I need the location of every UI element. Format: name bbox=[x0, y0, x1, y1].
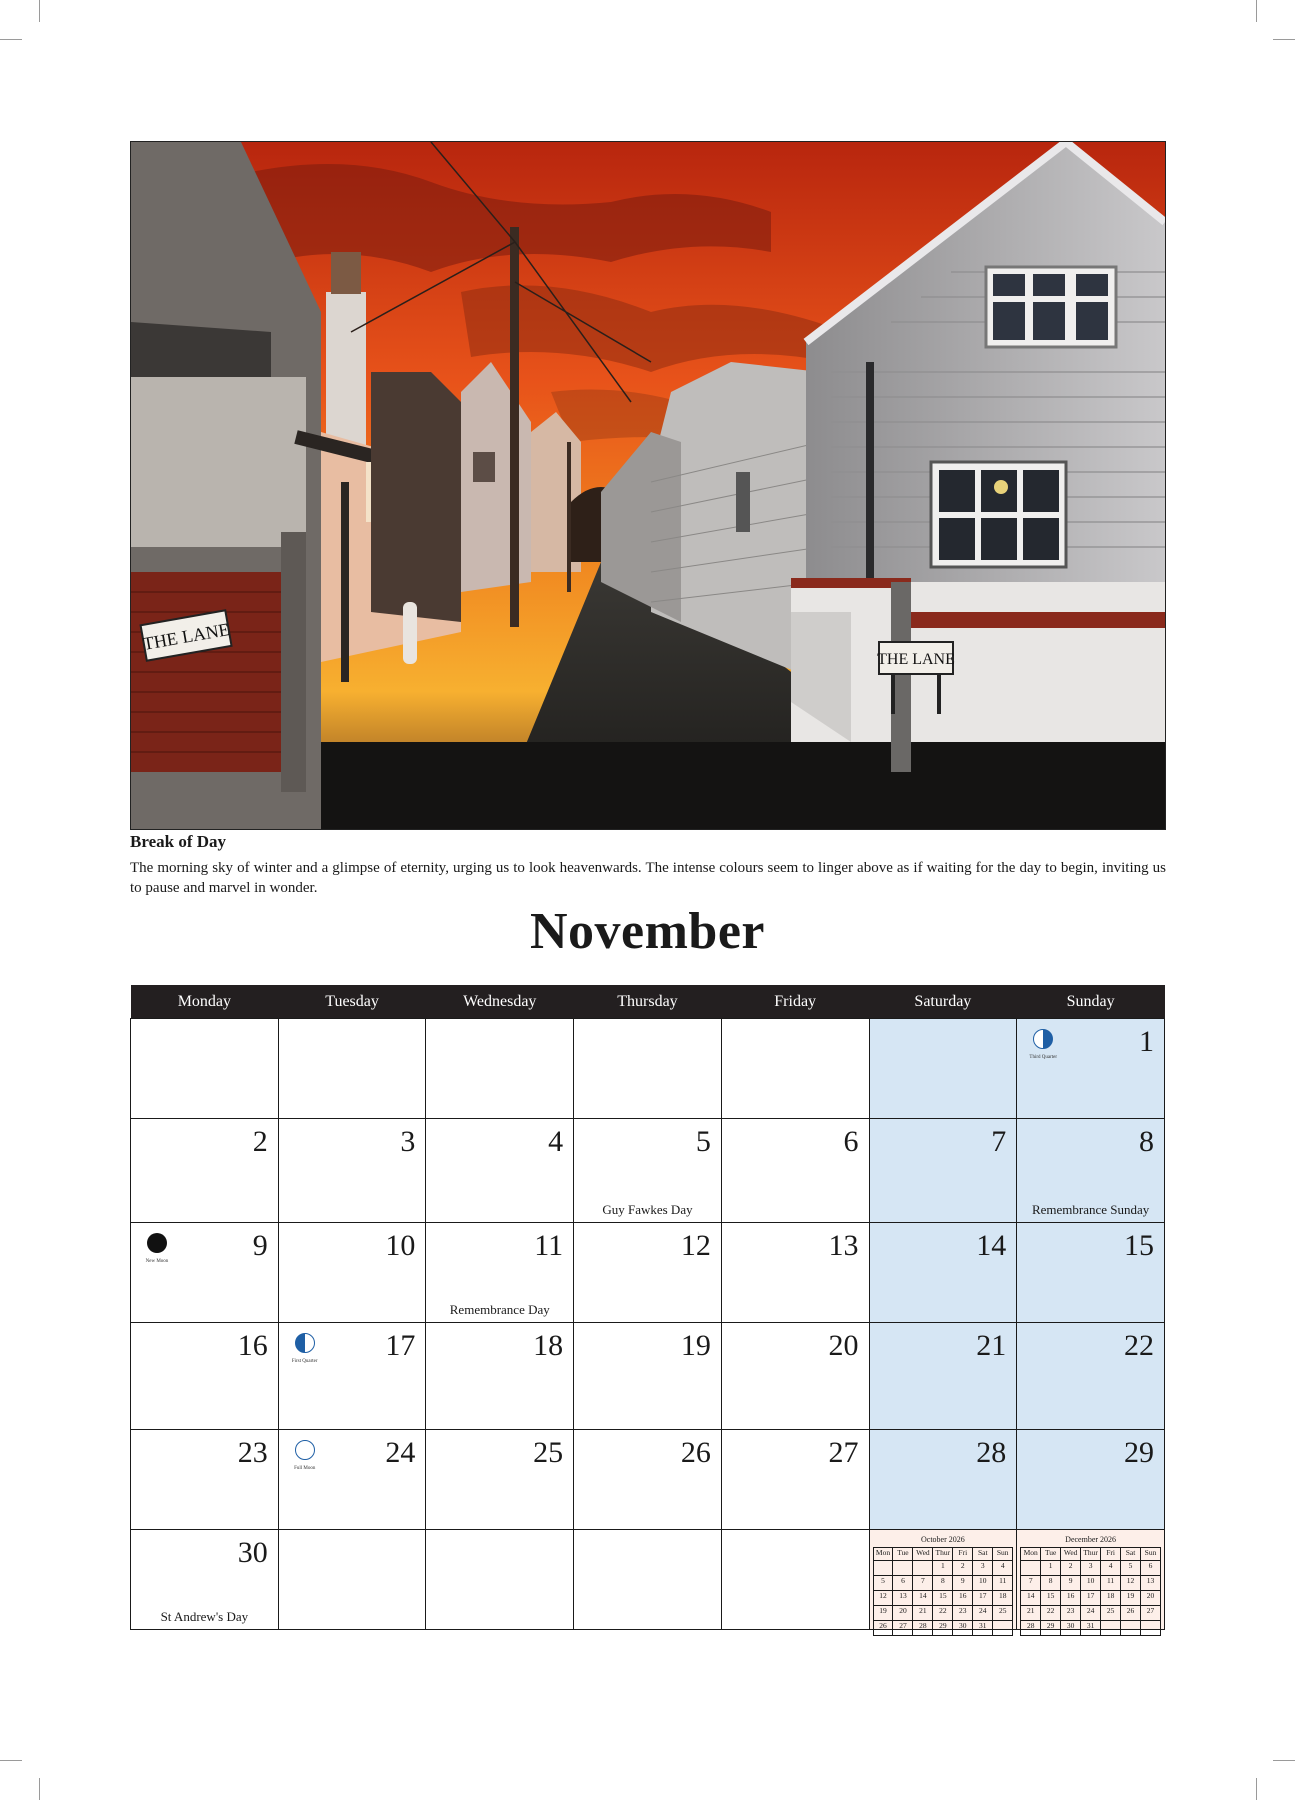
mini-date: 29 bbox=[1041, 1621, 1061, 1636]
day-cell[interactable] bbox=[278, 1430, 426, 1530]
day-number: 9 bbox=[252, 1229, 268, 1262]
weekday-header: Tuesday bbox=[278, 985, 426, 1019]
mini-date: 25 bbox=[1101, 1606, 1121, 1621]
mini-date: 29 bbox=[933, 1621, 953, 1636]
mini-date: 24 bbox=[973, 1606, 993, 1621]
new-moon-icon bbox=[147, 1233, 167, 1253]
mini-date: 9 bbox=[953, 1576, 973, 1591]
mini-date: 3 bbox=[1081, 1561, 1101, 1576]
mini-date: 28 bbox=[913, 1621, 933, 1636]
day-cell[interactable] bbox=[131, 1323, 279, 1430]
moon-phase bbox=[140, 1233, 174, 1264]
mini-date: 6 bbox=[893, 1576, 913, 1591]
day-number: 29 bbox=[1124, 1436, 1154, 1469]
mini-date: 16 bbox=[953, 1591, 973, 1606]
day-number: 6 bbox=[843, 1125, 859, 1158]
mini-date: 1 bbox=[933, 1561, 953, 1576]
mini-date: 31 bbox=[1081, 1621, 1101, 1636]
mini-date: 11 bbox=[1101, 1576, 1121, 1591]
moon-phase-label: Third Quarter bbox=[1029, 1055, 1058, 1060]
day-cell[interactable] bbox=[1017, 1223, 1165, 1323]
mini-date: 5 bbox=[1121, 1561, 1141, 1576]
moon-phase bbox=[288, 1440, 322, 1471]
mini-weekday-header: Sat bbox=[973, 1548, 993, 1561]
holiday-label: Guy Fawkes Day bbox=[602, 1202, 693, 1217]
day-cell[interactable] bbox=[131, 1430, 279, 1530]
mini-date: 26 bbox=[873, 1621, 893, 1636]
day-cell[interactable] bbox=[869, 1223, 1017, 1323]
day-number: 7 bbox=[991, 1125, 1007, 1158]
mini-date: 7 bbox=[913, 1576, 933, 1591]
mini-date: 15 bbox=[1041, 1591, 1061, 1606]
mini-date: 17 bbox=[973, 1591, 993, 1606]
third-moon-icon bbox=[1033, 1029, 1053, 1049]
mini-date: 13 bbox=[893, 1591, 913, 1606]
mini-date: 7 bbox=[1021, 1576, 1041, 1591]
mini-date: 12 bbox=[1121, 1576, 1141, 1591]
mini-date: 18 bbox=[993, 1591, 1013, 1606]
mini-date: 4 bbox=[1101, 1561, 1121, 1576]
day-cell[interactable] bbox=[721, 1119, 869, 1223]
holiday-label: Remembrance Sunday bbox=[1031, 1202, 1150, 1217]
mini-date: 15 bbox=[933, 1591, 953, 1606]
crop-mark bbox=[39, 0, 40, 22]
day-cell[interactable] bbox=[1017, 1119, 1165, 1223]
mini-date: 13 bbox=[1141, 1576, 1161, 1591]
weekday-header: Friday bbox=[721, 985, 869, 1019]
day-number: 24 bbox=[385, 1436, 416, 1469]
holiday-label: St Andrew's Day bbox=[160, 1609, 249, 1624]
mini-date bbox=[1121, 1621, 1141, 1636]
empty-day-cell bbox=[721, 1530, 869, 1630]
mini-weekday-header: Thur bbox=[1081, 1548, 1101, 1561]
crop-mark bbox=[0, 1760, 22, 1761]
mini-date: 20 bbox=[1141, 1591, 1161, 1606]
mini-date: 16 bbox=[1061, 1591, 1081, 1606]
weekday-header: Wednesday bbox=[426, 985, 574, 1019]
month-title: November bbox=[529, 903, 766, 960]
day-number: 11 bbox=[534, 1229, 564, 1262]
day-number: 12 bbox=[680, 1229, 711, 1262]
day-number: 26 bbox=[680, 1436, 711, 1469]
mini-date: 10 bbox=[973, 1576, 993, 1591]
mini-date: 4 bbox=[993, 1561, 1013, 1576]
calendar-week-row bbox=[131, 1119, 1165, 1223]
empty-day-cell bbox=[131, 1019, 279, 1119]
day-number: 25 bbox=[533, 1436, 564, 1469]
mini-date: 14 bbox=[1021, 1591, 1041, 1606]
day-number: 8 bbox=[1139, 1125, 1154, 1158]
first-moon-icon bbox=[295, 1333, 315, 1353]
calendar-photo bbox=[130, 141, 1166, 830]
mini-date: 30 bbox=[953, 1621, 973, 1636]
mini-weekday-header: Mon bbox=[873, 1548, 893, 1561]
calendar-week-row bbox=[131, 1430, 1165, 1530]
day-number: 18 bbox=[533, 1329, 564, 1362]
day-cell[interactable] bbox=[574, 1119, 722, 1223]
day-cell[interactable] bbox=[426, 1119, 574, 1223]
mini-date: 27 bbox=[893, 1621, 913, 1636]
left-street-sign: THE LANE bbox=[141, 619, 232, 654]
full-moon-icon bbox=[295, 1440, 315, 1460]
month-calendar-grid bbox=[130, 985, 1165, 1630]
mini-date: 17 bbox=[1081, 1591, 1101, 1606]
day-cell[interactable] bbox=[721, 1430, 869, 1530]
mini-date: 2 bbox=[953, 1561, 973, 1576]
day-number: 19 bbox=[680, 1329, 711, 1362]
crop-mark bbox=[1256, 1778, 1257, 1800]
mini-date: 10 bbox=[1081, 1576, 1101, 1591]
day-number: 23 bbox=[237, 1436, 268, 1469]
mini-weekday-header: Tue bbox=[893, 1548, 913, 1561]
mini-date: 14 bbox=[913, 1591, 933, 1606]
day-cell[interactable] bbox=[131, 1119, 279, 1223]
day-number: 14 bbox=[976, 1229, 1007, 1262]
day-cell[interactable] bbox=[721, 1223, 869, 1323]
mini-weekday-header: Wed bbox=[1061, 1548, 1081, 1561]
mini-calendar-cell bbox=[869, 1530, 1017, 1630]
calendar-week-row bbox=[131, 1323, 1165, 1430]
moon-phase bbox=[288, 1333, 322, 1364]
day-number: 4 bbox=[548, 1125, 564, 1158]
mini-date bbox=[873, 1561, 893, 1576]
day-number: 16 bbox=[237, 1329, 268, 1362]
crop-mark bbox=[1273, 1760, 1295, 1761]
mini-date bbox=[893, 1561, 913, 1576]
crop-mark bbox=[1273, 39, 1295, 40]
empty-day-cell bbox=[574, 1019, 722, 1119]
calendar-week-row bbox=[131, 1019, 1165, 1119]
mini-date: 31 bbox=[973, 1621, 993, 1636]
mini-weekday-header: Thur bbox=[933, 1548, 953, 1561]
day-cell[interactable] bbox=[426, 1323, 574, 1430]
day-number: 10 bbox=[385, 1229, 416, 1262]
holiday-label: Remembrance Day bbox=[449, 1302, 550, 1317]
moon-phase-label: Full Moon bbox=[294, 1466, 316, 1471]
weekday-header: Monday bbox=[131, 985, 279, 1019]
mini-date: 27 bbox=[1141, 1606, 1161, 1621]
day-number: 30 bbox=[237, 1536, 268, 1569]
mini-date: 8 bbox=[933, 1576, 953, 1591]
mini-month-calendar bbox=[1020, 1535, 1161, 1636]
right-street-sign: THE LANE bbox=[877, 651, 955, 668]
day-number: 5 bbox=[695, 1125, 711, 1158]
mini-weekday-header: Sun bbox=[1141, 1548, 1161, 1561]
day-cell[interactable] bbox=[278, 1119, 426, 1223]
mini-date: 2 bbox=[1061, 1561, 1081, 1576]
mini-date: 26 bbox=[1121, 1606, 1141, 1621]
mini-weekday-header: Fri bbox=[953, 1548, 973, 1561]
mini-date: 22 bbox=[1041, 1606, 1061, 1621]
mini-weekday-header: Sun bbox=[993, 1548, 1013, 1561]
mini-date bbox=[1141, 1621, 1161, 1636]
moon-phase-label: First Quarter bbox=[291, 1359, 318, 1364]
moon-phase-label: New Moon bbox=[145, 1259, 169, 1264]
calendar-week-row bbox=[131, 1530, 1165, 1630]
mini-calendar-title: December 2026 bbox=[1065, 1535, 1117, 1544]
day-number: 17 bbox=[385, 1329, 416, 1362]
empty-day-cell bbox=[574, 1530, 722, 1630]
mini-date bbox=[993, 1621, 1013, 1636]
mini-calendar-cell bbox=[1017, 1530, 1165, 1630]
mini-date: 23 bbox=[1061, 1606, 1081, 1621]
mini-date: 28 bbox=[1021, 1621, 1041, 1636]
mini-calendar-title: October 2026 bbox=[920, 1535, 965, 1544]
day-cell[interactable] bbox=[1017, 1323, 1165, 1430]
mini-date: 24 bbox=[1081, 1606, 1101, 1621]
mini-date: 30 bbox=[1061, 1621, 1081, 1636]
photo-caption-text: The morning sky of winter and a glimpse of eternity, urging us to look heavenwards. The intense colours seem to linger above as if waiting for the day to begin, inviting us to pause and marvel in wonder. bbox=[130, 860, 1166, 896]
mini-date: 8 bbox=[1041, 1576, 1061, 1591]
mini-date: 20 bbox=[893, 1606, 913, 1621]
mini-weekday-header: Sat bbox=[1121, 1548, 1141, 1561]
mini-date: 1 bbox=[1041, 1561, 1061, 1576]
day-cell[interactable] bbox=[1017, 1019, 1165, 1119]
day-cell[interactable] bbox=[869, 1119, 1017, 1223]
mini-date: 3 bbox=[973, 1561, 993, 1576]
calendar-week-row bbox=[131, 1223, 1165, 1323]
day-number: 3 bbox=[400, 1125, 416, 1158]
mini-weekday-header: Mon bbox=[1021, 1548, 1041, 1561]
mini-weekday-header: Wed bbox=[913, 1548, 933, 1561]
day-cell[interactable] bbox=[131, 1223, 279, 1323]
day-cell[interactable] bbox=[574, 1430, 722, 1530]
day-number: 15 bbox=[1124, 1229, 1154, 1262]
mini-date: 12 bbox=[873, 1591, 893, 1606]
mini-date: 6 bbox=[1141, 1561, 1161, 1576]
weekday-header: Thursday bbox=[574, 985, 722, 1019]
crop-mark bbox=[39, 1778, 40, 1800]
day-number: 20 bbox=[828, 1329, 859, 1362]
empty-day-cell bbox=[869, 1019, 1017, 1119]
mini-date: 11 bbox=[993, 1576, 1013, 1591]
photo-caption-title: Break of Day bbox=[130, 832, 227, 851]
mini-weekday-header: Fri bbox=[1101, 1548, 1121, 1561]
day-number: 28 bbox=[976, 1436, 1007, 1469]
day-cell[interactable] bbox=[869, 1430, 1017, 1530]
mini-date: 22 bbox=[933, 1606, 953, 1621]
mini-weekday-header: Tue bbox=[1041, 1548, 1061, 1561]
empty-day-cell bbox=[721, 1019, 869, 1119]
moon-phase bbox=[1026, 1029, 1060, 1060]
empty-day-cell bbox=[278, 1019, 426, 1119]
mini-date: 23 bbox=[953, 1606, 973, 1621]
day-cell[interactable] bbox=[426, 1223, 574, 1323]
mini-date: 9 bbox=[1061, 1576, 1081, 1591]
mini-date bbox=[1101, 1621, 1121, 1636]
day-cell[interactable] bbox=[869, 1323, 1017, 1430]
day-cell[interactable] bbox=[278, 1223, 426, 1323]
day-number: 22 bbox=[1124, 1329, 1154, 1362]
calendar-weeks bbox=[131, 1019, 1165, 1630]
day-number: 13 bbox=[828, 1229, 859, 1262]
day-cell[interactable] bbox=[131, 1530, 279, 1630]
day-cell[interactable] bbox=[574, 1323, 722, 1430]
mini-date: 5 bbox=[873, 1576, 893, 1591]
crop-mark bbox=[0, 39, 22, 40]
empty-day-cell bbox=[426, 1019, 574, 1119]
empty-day-cell bbox=[278, 1530, 426, 1630]
day-number: 27 bbox=[828, 1436, 859, 1469]
mini-date: 21 bbox=[913, 1606, 933, 1621]
empty-day-cell bbox=[426, 1530, 574, 1630]
mini-date: 19 bbox=[1121, 1591, 1141, 1606]
mini-date: 18 bbox=[1101, 1591, 1121, 1606]
day-cell[interactable] bbox=[278, 1323, 426, 1430]
day-cell[interactable] bbox=[574, 1223, 722, 1323]
mini-date bbox=[1021, 1561, 1041, 1576]
day-cell[interactable] bbox=[426, 1430, 574, 1530]
day-number: 1 bbox=[1139, 1025, 1154, 1058]
weekday-header: Sunday bbox=[1017, 985, 1165, 1019]
mini-month-calendar bbox=[873, 1535, 1014, 1636]
day-number: 21 bbox=[976, 1329, 1007, 1362]
mini-date: 19 bbox=[873, 1606, 893, 1621]
weekday-header: Saturday bbox=[869, 985, 1017, 1019]
crop-mark bbox=[1256, 0, 1257, 22]
day-number: 2 bbox=[252, 1125, 268, 1158]
day-cell[interactable] bbox=[721, 1323, 869, 1430]
weekday-header-row bbox=[131, 985, 1165, 1019]
mini-date: 21 bbox=[1021, 1606, 1041, 1621]
mini-date: 25 bbox=[993, 1606, 1013, 1621]
mini-date bbox=[913, 1561, 933, 1576]
day-cell[interactable] bbox=[1017, 1430, 1165, 1530]
